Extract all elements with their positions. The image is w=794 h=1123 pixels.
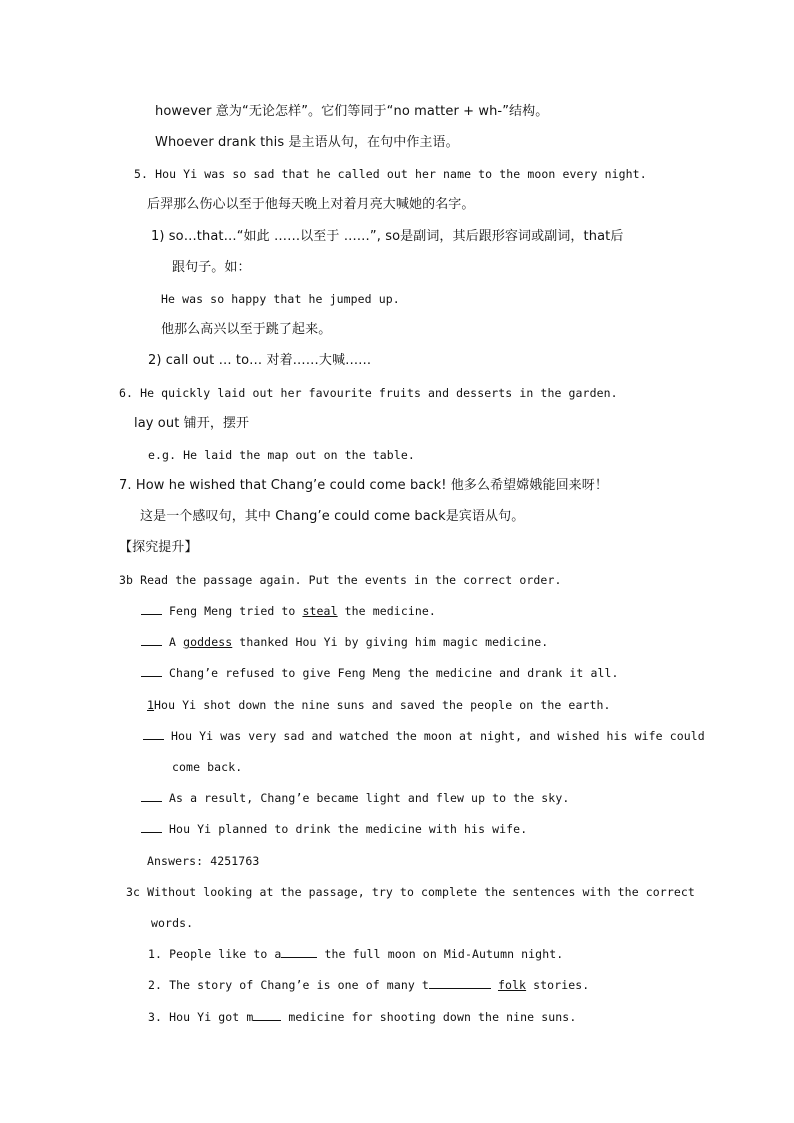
fill-blank[interactable]: [253, 1009, 281, 1021]
event-hou-yi-sad-cont: come back.: [172, 760, 243, 774]
answer-blank[interactable]: [141, 790, 162, 802]
answer-blank[interactable]: [143, 728, 164, 740]
answer-blank[interactable]: [141, 634, 162, 646]
note-call-out: 2) call out … to… 对着……大喊……: [148, 353, 372, 368]
event-change-flew: As a result, Chang’e became light and flew up to the sky.: [141, 790, 569, 806]
example-happy-translation: 他那么高兴以至于跳了起来。: [161, 322, 332, 337]
event-feng-meng: Feng Meng tried to steal the medicine.: [141, 603, 436, 619]
event-change-refused: Chang’e refused to give Feng Meng the medicine and drank it all.: [141, 665, 619, 681]
event-hou-yi-shot: 1Hou Yi shot down the nine suns and saved the people on the earth.: [141, 697, 611, 713]
event-planned-drink: Hou Yi planned to drink the medicine with his wife.: [141, 821, 527, 837]
exercise-3b-title: 3b Read the passage again. Put the events in the correct order.: [119, 573, 562, 587]
answer-blank[interactable]: [141, 665, 162, 677]
section-heading: 【探究提升】: [119, 540, 198, 555]
exercise-3c-title-cont: words.: [151, 916, 194, 930]
sentence-3c-3: 3. Hou Yi got m medicine for shooting down the nine suns.: [148, 1010, 577, 1024]
fill-blank[interactable]: [281, 946, 317, 958]
answer-filled: 1: [147, 698, 155, 712]
answers: Answers: 4251763: [147, 854, 260, 868]
sentence-5: 5. Hou Yi was so sad that he called out her name to the moon every night.: [134, 167, 647, 181]
sentence-6: 6. He quickly laid out her favourite fruits and desserts in the garden.: [119, 386, 618, 400]
note-exclamation: 这是一个感叹句，其中 Chang’e could come back是宾语从句。: [140, 509, 525, 524]
answer-blank[interactable]: [141, 603, 162, 615]
note-whoever: Whoever drank this 是主语从句，在句中作主语。: [155, 135, 459, 150]
note-lay-out: lay out 铺开，摆开: [134, 416, 250, 431]
answer-blank[interactable]: [141, 821, 162, 833]
note-so-that-cont: 跟句子。如：: [172, 260, 251, 275]
example-map: e.g. He laid the map out on the table.: [148, 448, 415, 462]
sentence-5-translation: 后羿那么伤心以至于他每天晚上对着月亮大喊她的名字。: [147, 197, 475, 212]
sentence-7: 7. How he wished that Chang’e could come back! 他多么希望嫦娥能回来呀！: [119, 478, 608, 493]
exercise-3c-title: 3c Without looking at the passage, try to complete the sentences with the correct: [126, 885, 695, 899]
note-so-that: 1) so…that…“如此 ……以至于 ……”, so是副词，其后跟形容词或副词，that后: [151, 229, 624, 244]
example-happy: He was so happy that he jumped up.: [161, 292, 400, 306]
note-however: however 意为“无论怎样”。它们等同于“no matter + wh-”结构。: [155, 104, 549, 119]
event-hou-yi-sad: Hou Yi was very sad and watched the moon at night, and wished his wife could: [143, 728, 705, 744]
sentence-3c-1: 1. People like to a the full moon on Mid-Autumn night.: [148, 947, 564, 961]
event-goddess: A goddess thanked Hou Yi by giving him magic medicine.: [141, 634, 548, 650]
sentence-3c-2: 2. The story of Chang’e is one of many t folk stories.: [148, 978, 590, 992]
fill-blank[interactable]: [429, 977, 491, 989]
